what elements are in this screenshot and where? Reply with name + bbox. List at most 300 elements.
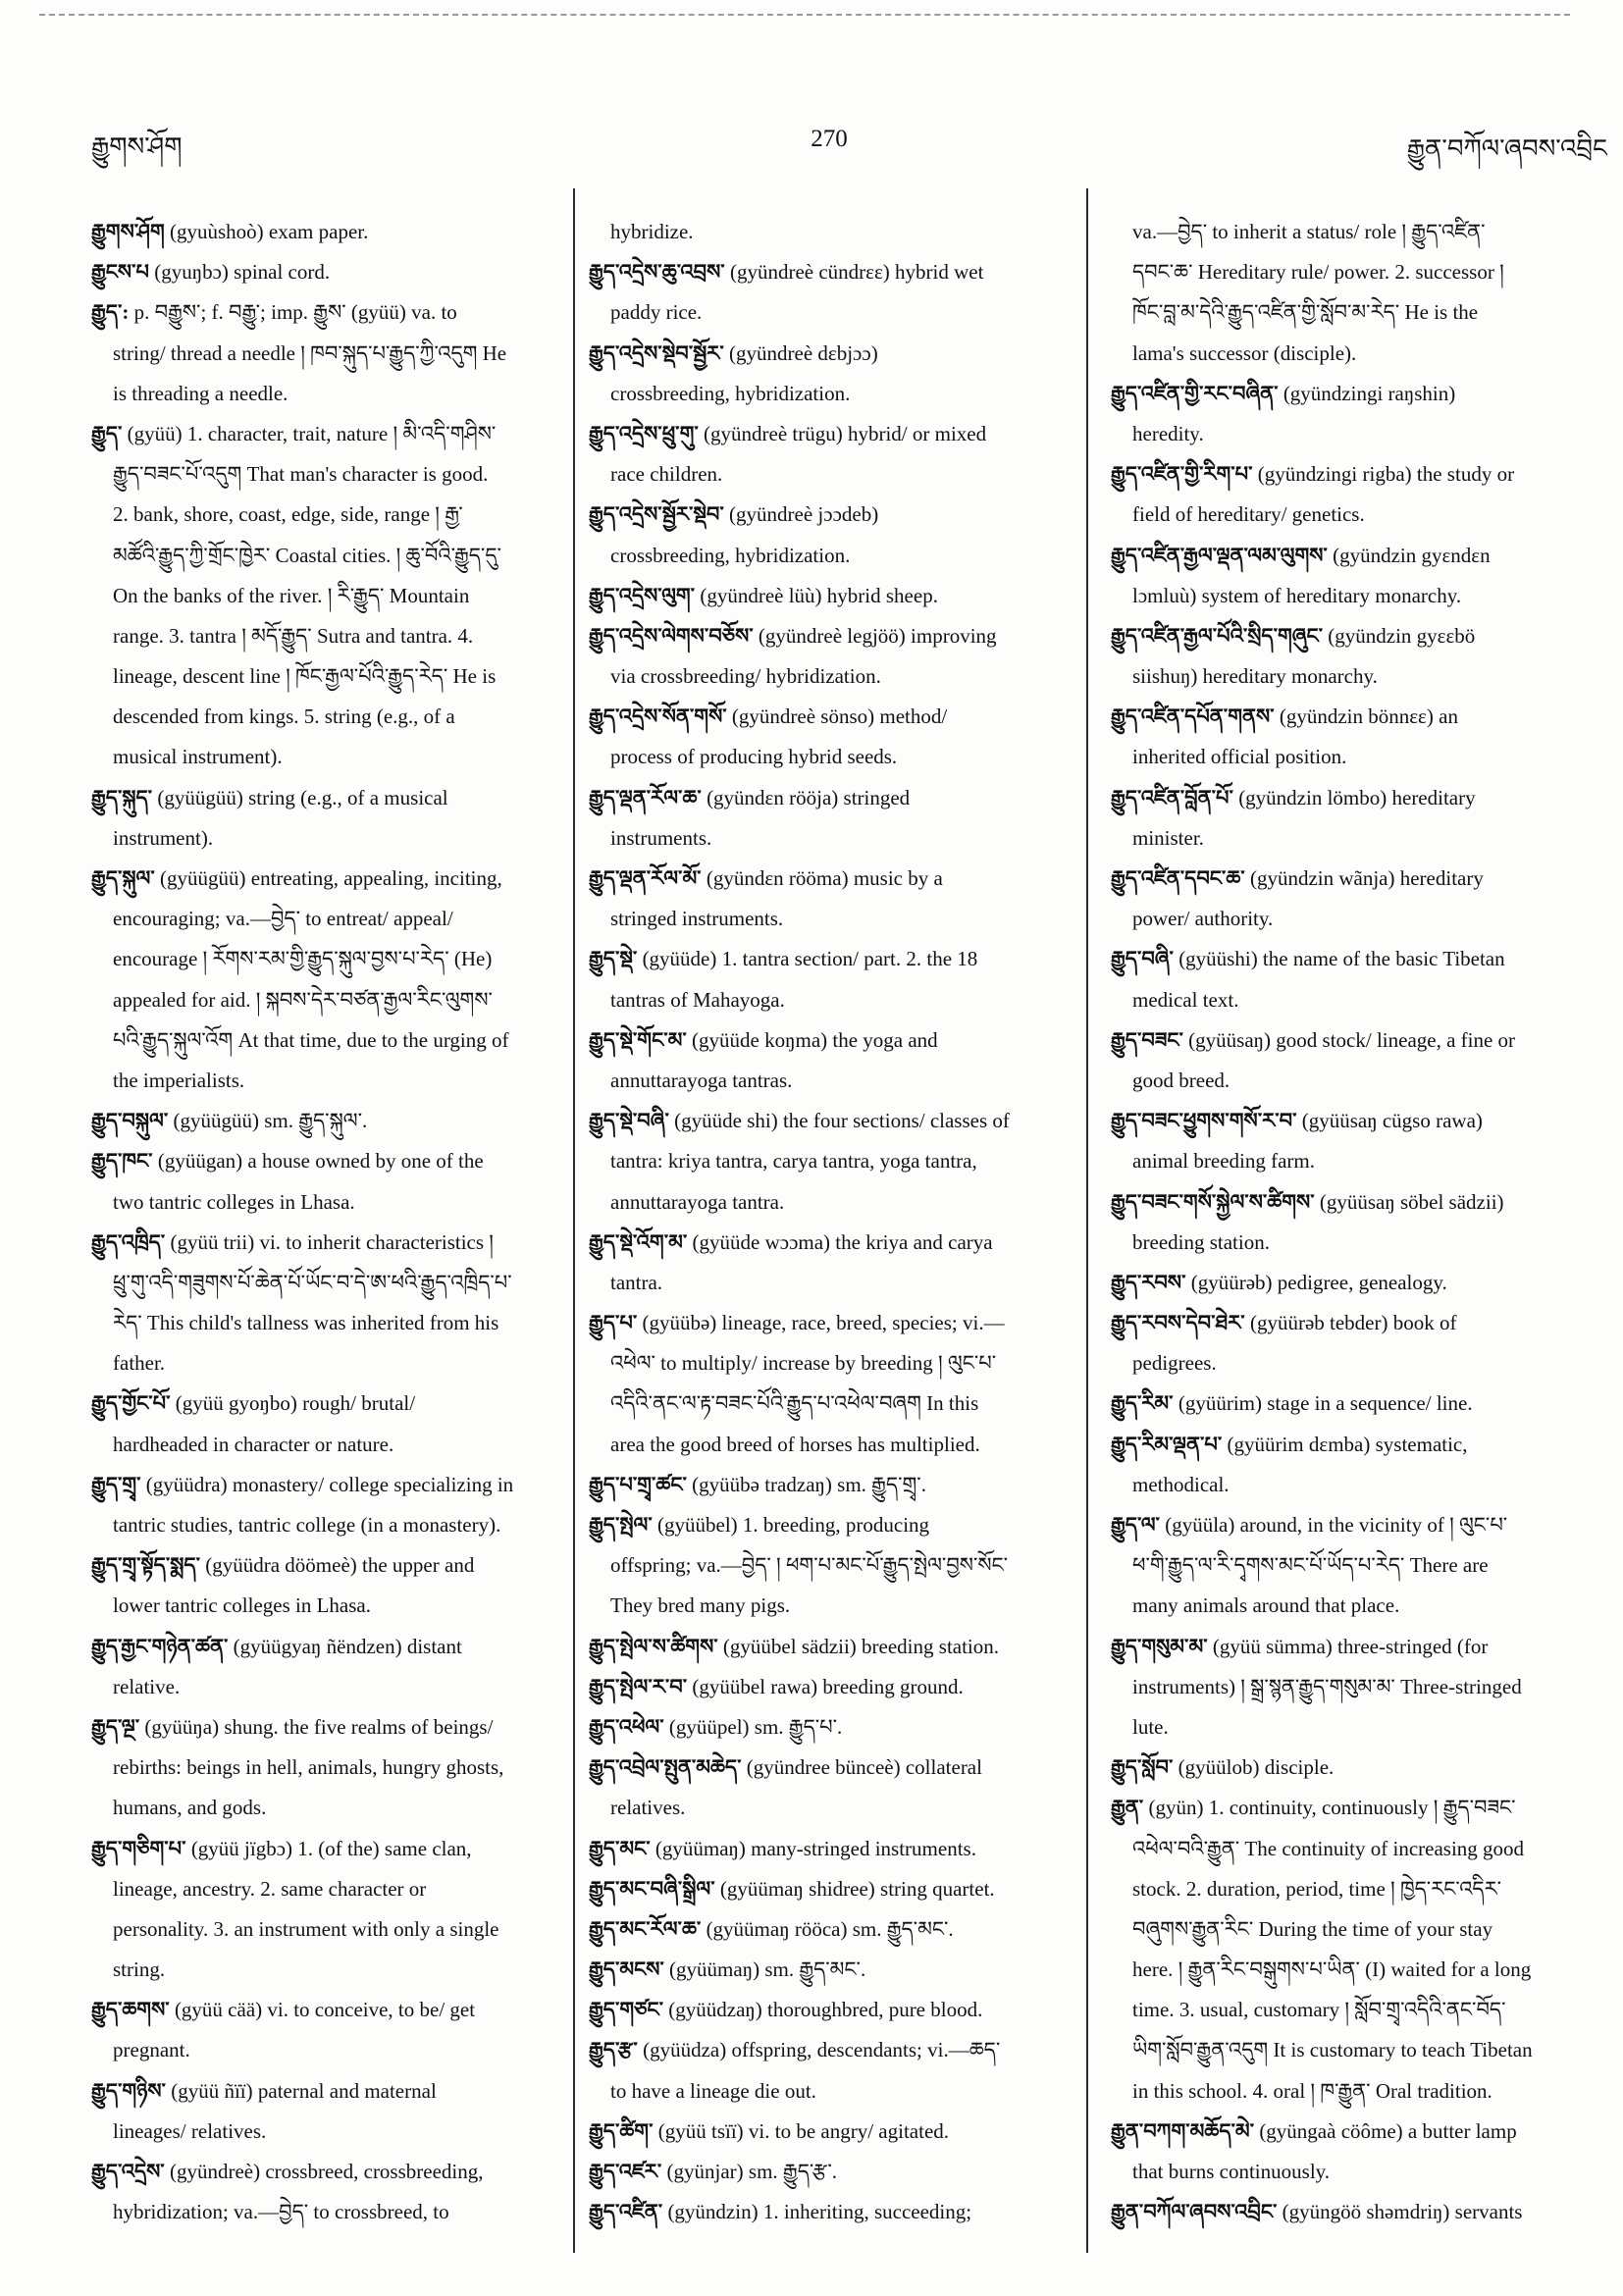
- definition-text: རེད་ This child's tallness was inherited from his: [113, 1311, 499, 1335]
- dictionary-entry: [589, 414, 1079, 495]
- entry-line: [1111, 1182, 1607, 1223]
- definition-text: (gyüü trii) vi. to inherit characteristics །: [170, 1229, 494, 1254]
- definition-text: lɔmluù) system of hereditary monarchy.: [1132, 583, 1462, 607]
- headword: རྒྱུད་གཉིས་: [91, 2078, 166, 2103]
- dictionary-entry: [91, 778, 566, 859]
- entry-line: [1111, 656, 1607, 697]
- entry-line: [91, 414, 566, 454]
- definition-text: (gyüümaŋ) many-stringed instruments.: [654, 1836, 976, 1860]
- definition-text: ཕ་གི་རྒྱུད་ལ་རི་དྭགས་མང་པོ་ཡོད་པ་རེད་ There are: [1132, 1553, 1489, 1578]
- definition-text: va.—བྱེད་ to inherit a status/ role ། རྒྱུད་འཛིན་: [1132, 220, 1486, 243]
- entry-line: [589, 2030, 1079, 2070]
- entry-line: [91, 1141, 566, 1181]
- definition-text: in this school. 4. oral ། ཁ་རྒྱུན་ Oral tradition.: [1132, 2078, 1492, 2103]
- definition-text: instrument).: [113, 825, 214, 850]
- dictionary-entry: [1111, 1505, 1607, 1627]
- definition-text: (gyüümaŋ shidree) string quartet.: [719, 1876, 995, 1901]
- entry-line: [589, 1303, 1079, 1343]
- definition-text: (gyüümaŋ) sm. རྒྱུད་མང་.: [669, 1957, 866, 1982]
- entry-line: [91, 616, 566, 656]
- dictionary-entry: [91, 1707, 566, 1829]
- entry-line: [1111, 1303, 1607, 1343]
- headword: རྒྱུད་འཛིན་དཔོན་གནས་: [1111, 704, 1275, 729]
- definition-text: (gyüübel) 1. breeding, producing: [657, 1513, 930, 1537]
- definition-text: ཁོང་བླ་མ་དེའི་རྒྱུད་འཛིན་གྱི་སློབ་མ་རེད་ He is the: [1132, 300, 1479, 325]
- entry-line: [91, 252, 566, 292]
- column-2: [589, 212, 1079, 2237]
- definition-text: ཕྲུ་གུ་འདི་གཟུགས་པོ་ཆེན་པོ་ཡོང་བ་དེ་ཨ་ཕའི་རྒྱུད་འཁྲིད་པ་: [113, 1270, 512, 1294]
- definition-text: area the good breed of horses has multiplied.: [610, 1432, 980, 1456]
- dictionary-entry: [1111, 1020, 1607, 1101]
- entry-line: [589, 1465, 1079, 1505]
- dictionary-entry: [589, 1465, 1079, 1505]
- column-3: [1111, 212, 1607, 2237]
- definition-text: (gyündzin gyɛɛbö: [1328, 623, 1476, 648]
- definition-text: crossbreeding, hybridization.: [610, 543, 851, 567]
- definition-text: (gyüübə tradzaŋ) sm. རྒྱུད་གྲྭ་.: [692, 1472, 926, 1496]
- dictionary-entry: [589, 1505, 1079, 1627]
- dictionary-entry: [589, 2030, 1079, 2111]
- definition-text: offspring; va.—བྱེད་ ། ཕག་པ་མང་པོ་རྒྱུད་སྤེལ་བྱས་སོང་: [610, 1553, 1009, 1578]
- definition-text: (gyüügüü) sm. རྒྱུད་སྐུལ་.: [173, 1109, 368, 1133]
- dictionary-entry: [589, 616, 1079, 697]
- definition-text: (gyündreè cündrɛɛ) hybrid wet: [729, 260, 984, 285]
- dictionary-entry: [589, 778, 1079, 859]
- definition-text: medical text.: [1132, 987, 1239, 1012]
- entry-line: [589, 1505, 1079, 1545]
- entry-line: [1111, 2030, 1607, 2070]
- headword: རྒྱུད་འཛིན་: [589, 2200, 663, 2224]
- entry-line: [589, 1707, 1079, 1748]
- definition-text: lineage, descent line ། ཁོང་རྒྱལ་པོའི་རྒྱུད་རེད་ He is: [113, 664, 497, 689]
- entry-line: [1111, 939, 1607, 979]
- headword: རྒྱུད་ལྡན་རོལ་མོ་: [589, 866, 702, 890]
- definition-text: string/ thread a needle ། ཁབ་སྐུད་པ་རྒྱུད་ཀྱི་འདུག He: [113, 340, 507, 365]
- dictionary-entry: [589, 1950, 1079, 1990]
- definition-text: personality. 3. an instrument with only a single: [113, 1916, 499, 1941]
- definition-text: is threading a needle.: [113, 381, 288, 405]
- definition-text: methodical.: [1132, 1472, 1230, 1496]
- headword: རྒྱུད་འདྲེས་ཕྲུ་གུ་: [589, 421, 699, 445]
- definition-text: (gyüü ñïï) paternal and maternal: [171, 2078, 437, 2103]
- entry-line: [589, 2192, 1079, 2232]
- entry-line: [589, 1141, 1079, 1181]
- entry-line: [589, 1343, 1079, 1383]
- headword: རྒྱུད་འཛར་: [589, 2160, 662, 2183]
- entry-line: [91, 939, 566, 979]
- entry-line: [589, 616, 1079, 656]
- definition-text: (gyündreè sönso) method/: [731, 704, 948, 729]
- entry-line: [91, 818, 566, 859]
- definition-text: 2. bank, shore, coast, edge, side, range ། རྒྱ་: [113, 502, 463, 527]
- definition-text: (gyündzin bönnɛɛ) an: [1279, 704, 1458, 729]
- column-1: [91, 212, 566, 2237]
- definition-text: two tantric colleges in Lhasa.: [113, 1189, 355, 1214]
- headword: རྒྱུད་འཛིན་རྒྱལ་པོའི་སྲིད་གཞུང་: [1111, 623, 1324, 648]
- definition-text: They bred many pigs.: [610, 1593, 791, 1618]
- entry-line: [91, 1707, 566, 1748]
- entry-line: [91, 454, 566, 495]
- definition-text: father.: [113, 1351, 166, 1376]
- entry-line: [1111, 292, 1607, 333]
- dictionary-entry: [1111, 536, 1607, 616]
- definition-text: minister.: [1132, 825, 1204, 850]
- definition-text: (gyüürim) stage in a sequence/ line.: [1178, 1391, 1473, 1416]
- entry-line: [589, 212, 1079, 252]
- definition-text: tantra.: [610, 1270, 663, 1294]
- entry-line: [1111, 737, 1607, 777]
- definition-text: (gyüügüü) entreating, appealing, inciting,: [160, 866, 502, 890]
- definition-text: (gyündreè jɔɔdeb): [729, 502, 879, 527]
- definition-text: (gyündzin wãnja) hereditary: [1249, 866, 1484, 890]
- entry-line: [1111, 1223, 1607, 1263]
- dictionary-entry: [589, 1829, 1079, 1869]
- entry-line: [1111, 1101, 1607, 1141]
- definition-text: (gyuŋbɔ) spinal cord.: [154, 260, 331, 285]
- dictionary-entry: [91, 1990, 566, 2070]
- entry-line: [1111, 2112, 1607, 2152]
- definition-text: (gyüü sümma) three-stringed (for: [1212, 1634, 1489, 1658]
- entry-line: [1111, 1950, 1607, 1990]
- dictionary-entry: [91, 252, 566, 292]
- entry-line: [589, 1182, 1079, 1223]
- column-divider-2: [1086, 188, 1088, 2253]
- entry-line: [589, 1545, 1079, 1586]
- headword: རྒྱུད་གྲྭ་: [91, 1472, 141, 1496]
- dictionary-entry: [589, 859, 1079, 939]
- definition-text: relative.: [113, 1674, 181, 1698]
- entry-line: [91, 980, 566, 1020]
- definition-text: མཚོའི་རྒྱུད་ཀྱི་གྲོང་ཁྱེར་ Coastal cities. ། ཆུ་བོའི་རྒྱུད་དུ་: [113, 543, 501, 567]
- headword: རྒྱུད་སྡེ་འོག་མ་: [589, 1229, 688, 1254]
- definition-text: འདིའི་ནང་ལ་རྟ་བཟང་པོའི་རྒྱུད་པ་འཕེལ་བཞག In this: [610, 1391, 979, 1416]
- definition-text: (gyündzin gyɛndɛn: [1333, 543, 1491, 567]
- definition-text: process of producing hybrid seeds.: [610, 745, 898, 769]
- headword: རྒྱུད་ལྔ་: [91, 1714, 140, 1739]
- entry-line: [91, 1667, 566, 1707]
- definition-text: (gyündreè dɛbjɔɔ): [729, 340, 878, 365]
- headword: རྒྱུད་མང་རོལ་ཆ་: [589, 1916, 702, 1941]
- entry-line: [1111, 1383, 1607, 1424]
- definition-text: (gyüü tsïï) vi. to be angry/ agitated.: [657, 2118, 950, 2143]
- entry-line: [589, 1425, 1079, 1465]
- definition-text: (gyüürim dɛmba) systematic,: [1227, 1432, 1468, 1456]
- definition-text: (gyüüsaŋ) good stock/ lineage, a fine or: [1188, 1027, 1516, 1052]
- headword: རྒྱུད་འདྲེས་སྦྱོར་སྡེབ་: [589, 502, 724, 527]
- definition-text: On the banks of the river. ། རི་རྒྱུད་ Mountain: [113, 583, 470, 607]
- entry-line: [91, 1425, 566, 1465]
- headword: རྒྱུད་མངས་: [589, 1957, 664, 1982]
- headword: རྒྱུད་: [91, 421, 123, 445]
- definition-text: breeding station.: [1132, 1229, 1270, 1254]
- definition-text: པའི་རྒྱུད་སྐུལ་འོག At that time, due to the urging of: [113, 1027, 509, 1052]
- dictionary-entry: [91, 2071, 566, 2152]
- definition-text: (gyüügan) a house owned by one of the: [157, 1149, 484, 1174]
- dictionary-entry: [91, 212, 566, 252]
- dictionary-entry: [589, 495, 1079, 575]
- dictionary-entry: [589, 2112, 1079, 2152]
- definition-text: (gyüü) 1. character, trait, nature ། མི་འདི་གཤིས་: [127, 421, 497, 445]
- definition-text: ཡིག་སློབ་རྒྱུན་འདུག It is customary to teach Tibetan: [1132, 2038, 1533, 2062]
- definition-text: འཕེལ་ to multiply/ increase by breeding ། ལུང་པ་: [610, 1351, 997, 1376]
- dictionary-entry: [1111, 778, 1607, 859]
- dictionary-entry: [589, 334, 1079, 414]
- entry-line: [589, 656, 1079, 697]
- entry-line: [1111, 899, 1607, 939]
- headword: རྒྱུད་བཟང་གསོ་སྐྱེལ་ས་ཚིགས་: [1111, 1189, 1315, 1214]
- headword: རྒྱུད་མང་: [589, 1836, 651, 1860]
- headword: རྒྱུད་ལྡན་རོལ་ཆ་: [589, 785, 702, 809]
- definition-text: དབང་ཆ་ Hereditary rule/ power. 2. successor །: [1132, 260, 1504, 285]
- entry-line: [1111, 2152, 1607, 2192]
- headword: རྒྱུན་བཀག་མཆོད་མེ་: [1111, 2118, 1255, 2143]
- entry-line: [589, 899, 1079, 939]
- headword: རྒྱུད་རིམ་: [1111, 1391, 1174, 1416]
- scan-edge-line: [39, 14, 1570, 16]
- entry-line: [1111, 1627, 1607, 1667]
- definition-text: animal breeding farm.: [1132, 1149, 1316, 1174]
- definition-text: encouraging; va.—བྱེད་ to entreat/ appeal/: [113, 907, 453, 931]
- entry-continuation: [589, 212, 1079, 252]
- headword: རྒྱུད་བཟང་ཕྱུགས་གསོ་ར་བ་: [1111, 1109, 1297, 1133]
- dictionary-entry: [589, 1869, 1079, 1909]
- entry-line: [589, 1788, 1079, 1828]
- headword: རྒྱུད་སྡེ་གོང་མ་: [589, 1027, 687, 1052]
- entry-line: [91, 1950, 566, 1990]
- entry-line: [91, 1627, 566, 1667]
- entry-line: [589, 1586, 1079, 1626]
- entry-line: [91, 536, 566, 576]
- entry-line: [91, 495, 566, 535]
- definition-text: hybridization; va.—བྱེད་ to crossbreed, to: [113, 2200, 449, 2224]
- definition-text: (gyüügyaŋ ñëndzen) distant: [233, 1634, 462, 1658]
- dictionary-entry: [589, 576, 1079, 616]
- dictionary-entry: [589, 1020, 1079, 1101]
- entry-line: [589, 1627, 1079, 1667]
- definition-text: (gyüngaà cöôme) a butter lamp: [1259, 2118, 1517, 2143]
- entry-line: [1111, 818, 1607, 859]
- definition-text: race children.: [610, 462, 723, 487]
- headword: རྒྱུད་འདྲེས་ཆུ་འབྲས་: [589, 260, 725, 285]
- definition-text: (gyüügüü) string (e.g., of a musical: [157, 785, 448, 809]
- entry-line: [589, 939, 1079, 979]
- entry-line: [1111, 616, 1607, 656]
- headword: རྒྱུད་བཟང་: [1111, 1027, 1183, 1052]
- entry-line: [589, 737, 1079, 777]
- definition-text: instruments) ། སྒྲ་སྙན་རྒྱུད་གསུམ་མ་ Three-stringed: [1132, 1674, 1522, 1698]
- headword: རྒྱུད་ལ་: [1111, 1513, 1160, 1537]
- headword: རྒྱུད་སྤེལ་ར་བ་: [589, 1674, 688, 1698]
- definition-text: (gyündreè legjöö) improving: [758, 623, 997, 648]
- entry-line: [1111, 1465, 1607, 1505]
- dictionary-entry: [91, 1545, 566, 1626]
- definition-text: hardheaded in character or nature.: [113, 1432, 394, 1456]
- entry-line: [589, 1061, 1079, 1101]
- definition-text: lute.: [1132, 1714, 1169, 1739]
- definition-text: (gyüürəb tebder) book of: [1249, 1311, 1457, 1335]
- definition-text: field of hereditary/ genetics.: [1132, 502, 1365, 527]
- definition-text: (gyüüde wɔɔma) the kriya and carya: [692, 1229, 993, 1254]
- headword: རྒྱུད་གྱོང་པོ་: [91, 1391, 171, 1416]
- headword: རྒྱུད་གཙང་: [589, 1998, 664, 2022]
- entry-line: [91, 2192, 566, 2232]
- entry-line: [91, 1223, 566, 1263]
- entry-line: [589, 1020, 1079, 1061]
- headword: རྒྱུད་སྐུད་: [91, 785, 153, 809]
- dictionary-entry: [589, 252, 1079, 333]
- headword: རྒྱུད་སྤེལ་ས་ཚིགས་: [589, 1634, 718, 1658]
- entry-line: [1111, 980, 1607, 1020]
- entry-line: [1111, 576, 1607, 616]
- dictionary-entry: [91, 1829, 566, 1991]
- entry-line: [1111, 697, 1607, 737]
- definition-text: (gyüüsaŋ söbel sädzii): [1319, 1189, 1504, 1214]
- headword: རྒྱུད་རྒྱང་གཉེན་ཚན་: [91, 1634, 229, 1658]
- headword: རྒྱུད་གཅིག་པ་: [91, 1836, 186, 1860]
- definition-text: (gyüü jïgbɔ) 1. (of the) same clan,: [190, 1836, 472, 1860]
- dictionary-entry: [589, 1627, 1079, 1667]
- entry-line: [1111, 414, 1607, 454]
- headword: རྒྱུད་སྐུལ་: [91, 866, 155, 890]
- definition-text: annuttarayoga tantras.: [610, 1068, 793, 1092]
- headword: རྒྱུད་རབས་: [1111, 1270, 1186, 1294]
- definition-text: (gyüü cää) vi. to conceive, to be/ get: [174, 1998, 476, 2022]
- headword: རྒྱུད་གྲྭ་སྟོད་སྨད་: [91, 1553, 200, 1578]
- entry-line: [1111, 1748, 1607, 1788]
- right-guide-word: རྒྱུན་བཀོལ་ཞབས་འབྲིང: [1406, 134, 1607, 163]
- entry-line: [91, 374, 566, 414]
- entry-line: [91, 1586, 566, 1626]
- definition-text: string.: [113, 1957, 166, 1982]
- headword: རྒྱུགས་ཤོག: [91, 220, 165, 243]
- dictionary-entry: [91, 1465, 566, 1545]
- definition-text: (gyündreè) crossbreed, crossbreeding,: [169, 2160, 484, 2183]
- entry-line: [589, 1101, 1079, 1141]
- definition-text: inherited official position.: [1132, 745, 1347, 769]
- dictionary-entry: [589, 2152, 1079, 2192]
- entry-line: [589, 576, 1079, 616]
- definition-text: power/ authority.: [1132, 907, 1274, 931]
- definition-text: musical instrument).: [113, 745, 283, 769]
- definition-text: descended from kings. 5. string (e.g., of a: [113, 704, 455, 729]
- definition-text: rebirths: beings in hell, animals, hungry ghosts,: [113, 1755, 504, 1780]
- definition-text: pregnant.: [113, 2038, 190, 2062]
- headword: རྒྱུད་ཆགས་: [91, 1998, 170, 2022]
- dictionary-entry: [1111, 697, 1607, 777]
- headword: རྒྱུད་བཞི་: [1111, 947, 1174, 971]
- entry-line: [1111, 2071, 1607, 2112]
- headword: རྒྱུད་འདྲེས་སོན་གསོ་: [589, 704, 727, 729]
- entry-line: [91, 1909, 566, 1950]
- headword: རྒྱུད་གསུམ་མ་: [1111, 1634, 1208, 1658]
- definition-text: lineage, ancestry. 2. same character or: [113, 1876, 427, 1901]
- definition-text: good breed.: [1132, 1068, 1230, 1092]
- entry-line: [91, 737, 566, 777]
- dictionary-entry: [1111, 1303, 1607, 1383]
- definition-text: (gyüüshi) the name of the basic Tibetan: [1178, 947, 1505, 971]
- headword: རྒྱུད་འཛིན་རྒྱལ་ལྡན་ལམ་ལུགས་: [1111, 543, 1328, 567]
- entry-line: [589, 1950, 1079, 1990]
- dictionary-entry: [1111, 2192, 1607, 2232]
- entry-line: [1111, 1788, 1607, 1828]
- entry-line: [1111, 1586, 1607, 1626]
- entry-line: [589, 1829, 1079, 1869]
- definition-text: tantras of Mahayoga.: [610, 987, 785, 1012]
- headword: རྒྱུད་པ་: [589, 1311, 638, 1335]
- definition-text: (gyüüla) around, in the vicinity of ། ལུང་པ་: [1165, 1513, 1508, 1537]
- definition-text: many animals around that place.: [1132, 1593, 1400, 1618]
- headword: རྒྱུད་འདྲེས་ལེགས་བཅོས་: [589, 623, 754, 648]
- definition-text: (gyündreè lüù) hybrid sheep.: [700, 583, 938, 607]
- entry-line: [1111, 495, 1607, 535]
- entry-line: [589, 1223, 1079, 1263]
- definition-text: heredity.: [1132, 421, 1204, 445]
- definition-text: (gyüüde shi) the four sections/ classes of: [674, 1109, 1010, 1133]
- column-divider-1: [573, 188, 575, 2253]
- entry-line: [91, 292, 566, 333]
- dictionary-entry: [91, 1101, 566, 1141]
- definition-text: (gyündɛn rööma) music by a: [706, 866, 943, 890]
- dictionary-entry: [589, 1707, 1079, 1748]
- definition-text: crossbreeding, hybridization.: [610, 381, 851, 405]
- headword: རྒྱུད་:: [91, 300, 130, 325]
- headword: རྒྱུན་: [1111, 1796, 1144, 1820]
- entry-line: [91, 1505, 566, 1545]
- entry-line: [589, 697, 1079, 737]
- definition-text: (gyüüdra döömeè) the upper and: [205, 1553, 475, 1578]
- dictionary-entry: [91, 1627, 566, 1707]
- dictionary-entry: [589, 697, 1079, 777]
- entry-line: [1111, 1343, 1607, 1383]
- entry-line: [91, 2152, 566, 2192]
- entry-line: [589, 536, 1079, 576]
- definition-text: (gyüülob) disciple.: [1178, 1755, 1335, 1780]
- definition-text: hybridize.: [610, 220, 694, 243]
- dictionary-entry: [1111, 1182, 1607, 1263]
- definition-text: (gyüüpel) sm. རྒྱུད་པ་.: [668, 1714, 843, 1739]
- entry-line: [589, 1869, 1079, 1909]
- definition-text: instruments.: [610, 825, 712, 850]
- entry-line: [1111, 1707, 1607, 1748]
- definition-text: here. ། རྒྱུན་རིང་བསྒུགས་པ་ཡིན་ (I) waited for a long: [1132, 1957, 1532, 1982]
- definition-text: (gyüürəb) pedigree, genealogy.: [1190, 1270, 1447, 1294]
- entry-line: [1111, 1061, 1607, 1101]
- entry-line: [91, 1788, 566, 1828]
- entry-line: [589, 2071, 1079, 2112]
- dictionary-entry: [1111, 1101, 1607, 1181]
- entry-line: [1111, 1667, 1607, 1707]
- dictionary-entry: [1111, 2112, 1607, 2192]
- entry-line: [589, 374, 1079, 414]
- definition-text: (gyündzingi raŋshin): [1283, 381, 1456, 405]
- entry-line: [91, 1748, 566, 1788]
- entry-line: [91, 1182, 566, 1223]
- entry-line: [589, 454, 1079, 495]
- headword: རྒྱུད་འཛིན་གྱི་རང་བཞིན་: [1111, 381, 1279, 405]
- dictionary-entry: [589, 1667, 1079, 1707]
- definition-text: འཕེལ་བའི་རྒྱུན་ The continuity of increasing good: [1132, 1836, 1525, 1860]
- definition-text: humans, and gods.: [113, 1796, 267, 1820]
- entry-line: [91, 697, 566, 737]
- entry-line: [1111, 1505, 1607, 1545]
- dictionary-entry: [1111, 1748, 1607, 1788]
- entry-line: [91, 859, 566, 899]
- definition-text: (gyüümaŋ rööca) sm. རྒྱུད་མང་.: [706, 1916, 954, 1941]
- definition-text: (gyünjar) sm. རྒྱུད་རྩ་.: [666, 2160, 837, 2183]
- entry-line: [589, 1909, 1079, 1950]
- entry-line: [589, 778, 1079, 818]
- headword: རྒྱུད་སློབ་: [1111, 1755, 1174, 1780]
